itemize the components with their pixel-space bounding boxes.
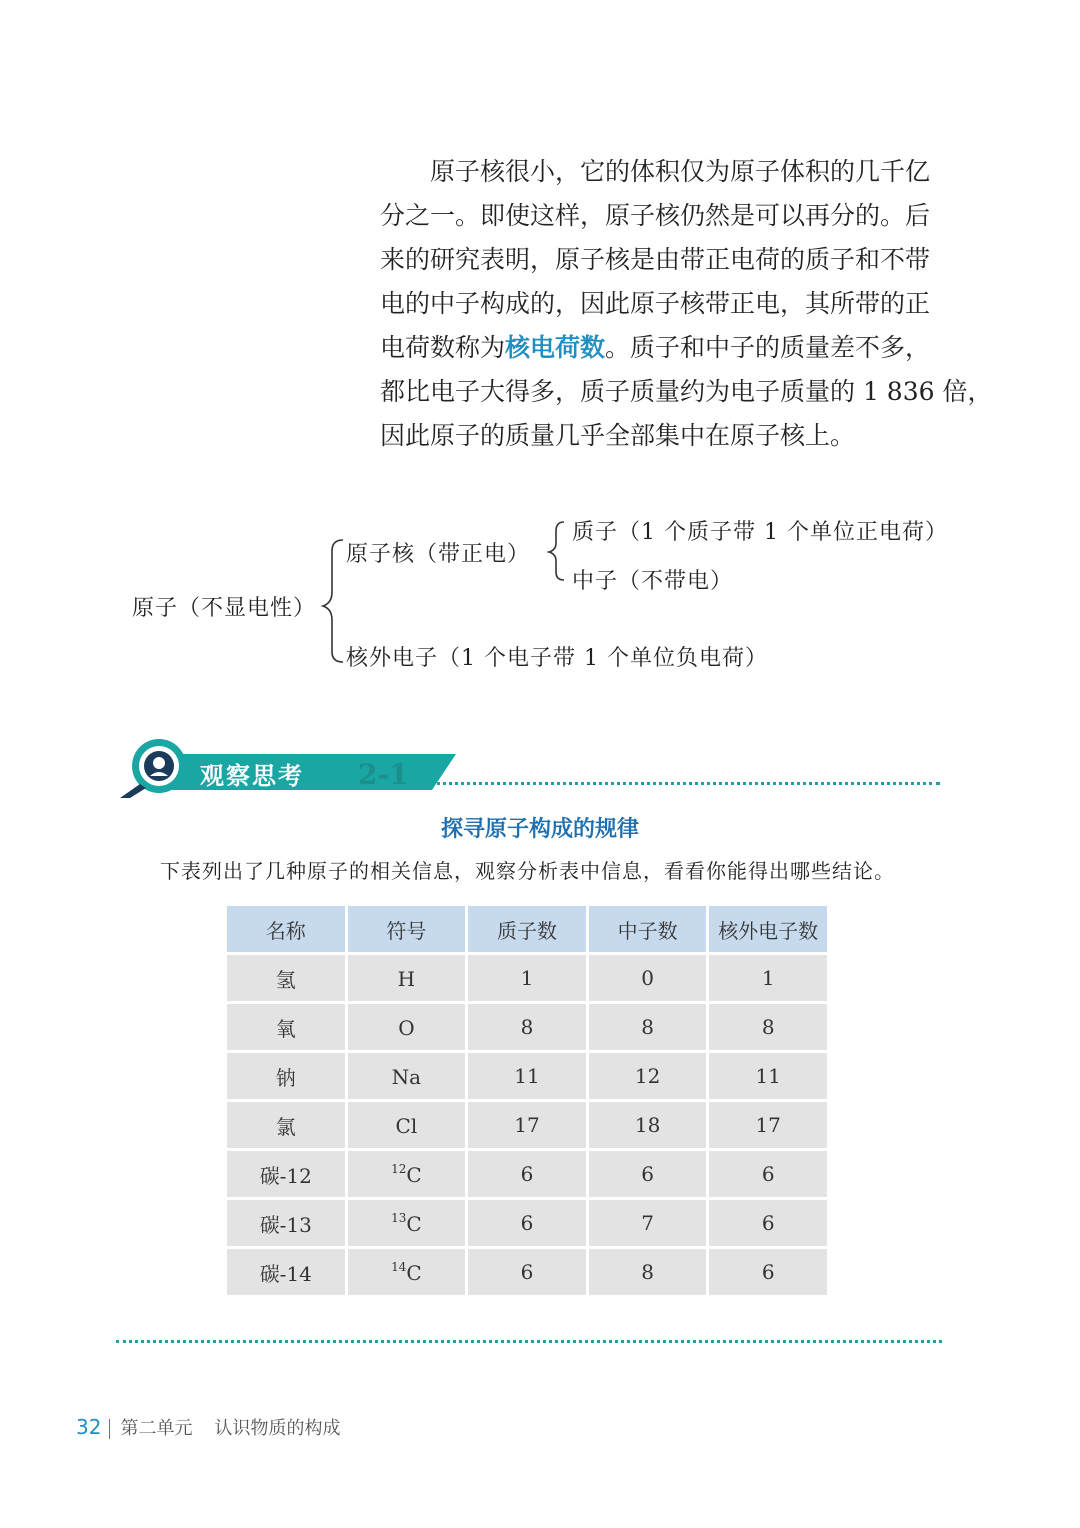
bottom-dotted-line [116, 1340, 942, 1343]
magnifier-icon [112, 736, 202, 800]
cell-symbol [346, 1052, 467, 1101]
cell-electrons: 11 [708, 1052, 829, 1101]
table-row [226, 1199, 829, 1248]
element-symbol: Cl [395, 1113, 418, 1138]
cell-electrons: 1 [708, 954, 829, 1003]
cell-name: 钠 [226, 1052, 347, 1101]
cell-protons: 8 [467, 1003, 588, 1052]
cell-electrons: 6 [708, 1248, 829, 1297]
cell-name: 氢 [226, 954, 347, 1003]
chapter-title: 认识物质的构成 [214, 1418, 341, 1439]
cell-symbol [346, 954, 467, 1003]
cell-symbol [346, 1199, 467, 1248]
cell-neutrons: 7 [587, 1199, 708, 1248]
element-symbol: Na [391, 1064, 422, 1089]
neutron-label: 中子（不带电） [572, 569, 734, 594]
table-row [226, 1248, 829, 1297]
cell-name: 碳-13 [226, 1199, 347, 1248]
cell-electrons: 17 [708, 1101, 829, 1150]
table-row [226, 954, 829, 1003]
cell-protons: 6 [467, 1248, 588, 1297]
cell-protons: 6 [467, 1199, 588, 1248]
section-header [112, 736, 942, 800]
key-term: 核电荷数 [505, 333, 606, 362]
table-row [226, 1101, 829, 1150]
table-row [226, 1003, 829, 1052]
unit-title: 第二单元 [120, 1418, 193, 1439]
cell-neutrons: 0 [587, 954, 708, 1003]
line-text: 。质子和中子的质量差不多， [605, 333, 931, 362]
column-header: 质子数 [467, 905, 588, 954]
cell-neutrons: 12 [587, 1052, 708, 1101]
column-header: 核外电子数 [708, 905, 829, 954]
table-row [226, 1150, 829, 1199]
column-header: 中子数 [587, 905, 708, 954]
cell-name: 碳-14 [226, 1248, 347, 1297]
cell-electrons: 6 [708, 1199, 829, 1248]
table-row [226, 1052, 829, 1101]
element-symbol: H [397, 966, 416, 991]
cell-neutrons: 6 [587, 1150, 708, 1199]
cell-symbol [346, 1248, 467, 1297]
cell-neutrons: 8 [587, 1003, 708, 1052]
atom-data-table [224, 903, 830, 1298]
electron-label: 核外电子（1 个电子带 1 个单位负电荷） [346, 646, 768, 671]
cell-symbol [346, 1101, 467, 1150]
cell-protons: 11 [467, 1052, 588, 1101]
mass-number: 14 [391, 1259, 407, 1274]
cell-name: 氧 [226, 1003, 347, 1052]
page-number: 32 [76, 1415, 102, 1439]
table-header-row [226, 905, 829, 954]
element-symbol: O [398, 1015, 415, 1040]
page-footer [76, 1414, 340, 1440]
column-header: 名称 [226, 905, 347, 954]
element-symbol: C [406, 1260, 422, 1285]
line-text: 电荷数称为 [380, 333, 506, 362]
paragraph-line: 因此原子的质量几乎全部集中在原子核上。 [380, 421, 856, 450]
atom-label: 原子（不显电性） [132, 596, 317, 621]
cell-protons: 1 [467, 954, 588, 1003]
cell-electrons: 6 [708, 1150, 829, 1199]
mass-number: 13 [391, 1210, 407, 1225]
cell-protons: 17 [467, 1101, 588, 1150]
cell-neutrons: 18 [587, 1101, 708, 1150]
cell-protons: 6 [467, 1150, 588, 1199]
paragraph-line: 都比电子大得多，质子质量约为电子质量的 1 836 倍， [380, 377, 993, 406]
proton-label: 质子（1 个质子带 1 个单位正电荷） [572, 520, 948, 545]
cell-name: 氯 [226, 1101, 347, 1150]
paragraph-line: 原子核很小，它的体积仅为原子体积的几千亿 [430, 157, 931, 186]
nucleus-label: 原子核（带正电） [346, 542, 531, 567]
section-number: 2-1 [358, 758, 409, 791]
cell-neutrons: 8 [587, 1248, 708, 1297]
footer-separator [109, 1419, 110, 1439]
element-symbol: C [406, 1162, 422, 1187]
inner-brace [549, 522, 564, 580]
column-header: 符号 [346, 905, 467, 954]
cell-symbol [346, 1150, 467, 1199]
paragraph-line: 分之一。即使这样，原子核仍然是可以再分的。后 [380, 201, 931, 230]
cell-symbol [346, 1003, 467, 1052]
brace-lines [0, 0, 1080, 720]
activity-title: 探寻原子构成的规律 [440, 816, 639, 842]
activity-instruction: 下表列出了几种原子的相关信息，观察分析表中信息，看看你能得出哪些结论。 [160, 859, 895, 883]
cell-electrons: 8 [708, 1003, 829, 1052]
paragraph-line: 电的中子构成的，因此原子核带正电，其所带的正 [380, 289, 931, 318]
cell-name: 碳-12 [226, 1150, 347, 1199]
paragraph-line: 来的研究表明，原子核是由带正电荷的质子和不带 [380, 245, 931, 274]
mass-number: 12 [391, 1161, 407, 1176]
section-label: 观察思考 [200, 762, 304, 790]
outer-brace [323, 540, 343, 662]
element-symbol: C [406, 1211, 422, 1236]
